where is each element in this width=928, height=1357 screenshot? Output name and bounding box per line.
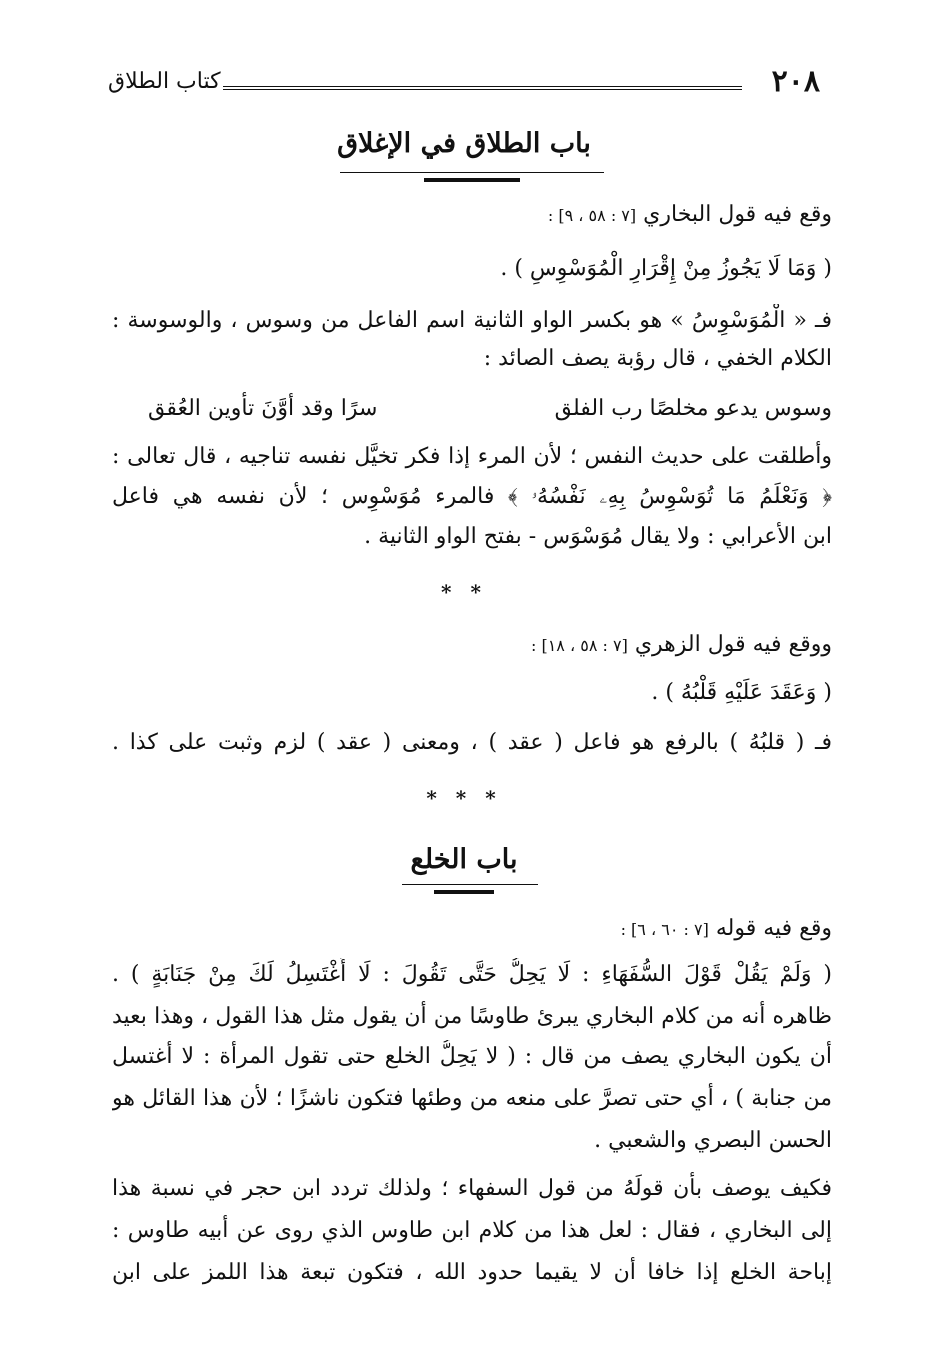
text-line: إباحة الخلع إذا خافا أن لا يقيما حدود الله ، فتكون تبعة هذا اللمز على ابن (112, 1260, 832, 1285)
text-line: وقع فيه قوله [٧ : ٦٠ ، ٦] : (620, 916, 832, 941)
quote-line: ( وَلَمْ يَقُلْ قَوْلَ السُّفَهَاءِ : لَا يَحِلُّ حَتَّى تَقُولَ : لَا أَغْتَسِلُ لَكَ مِنْ جَنَابَةٍ ) . (112, 962, 832, 987)
page-number: ٢٠٨ (771, 64, 820, 99)
quote-line: ( وَمَا لَا يَجُوزُ مِنْ إِقْرَارِ الْمُوَسْوِسِ ) . (500, 256, 832, 281)
text-line: وقع فيه قول البخاري [٧ : ٥٨ ، ٩] : (547, 202, 832, 227)
chapter-heading-2 (0, 840, 928, 880)
citation: [٧ : ٥٨ ، ١٨] : (530, 636, 628, 655)
heading-rule (340, 172, 604, 173)
chapter-title: باب الخلع (410, 844, 518, 875)
text-line: الحسن البصري والشعبي . (594, 1128, 832, 1153)
text-line: ابن الأعرابي : ولا يقال مُوَسْوَس - بفتح الواو الثانية . (364, 524, 832, 549)
separator-stars: * * * (426, 786, 502, 810)
text-line: ظاهره أنه من كلام البخاري يبرئ طاوسًا من أن يقول مثل هذا القول ، وهذا بعيد (112, 1004, 832, 1029)
heading-bar (434, 890, 494, 894)
chapter-title: باب الطلاق في الإغلاق (337, 128, 591, 159)
citation: [٧ : ٥٨ ، ٩] : (547, 206, 637, 225)
running-title: كتاب الطلاق (108, 69, 221, 94)
text-line: فـ « الْمُوَسْوِسُ » هو بكسر الواو الثانية اسم الفاعل من وسوس ، والوسوسة : (112, 308, 832, 333)
text-line: فكيف يوصف بأن قولَهُ من قول السفهاء ؛ ولذلك تردد ابن حجر في نسبة هذا (112, 1176, 832, 1201)
quote-line: ( وَعَقَدَ عَلَيْهِ قَلْبُهُ ) . (651, 680, 832, 705)
text-line: إلى البخاري ، فقال : لعل هذا من كلام ابن طاوس الذي روى عن أبيه طاوس : (112, 1218, 832, 1243)
text-line: ﴿ وَنَعْلَمُ مَا تُوَسْوِسُ بِهِۦ نَفْسُهُۥ ﴾ فالمرء مُوَسْوِس ؛ لأن نفسه هي فاعل (112, 484, 832, 509)
poem-hemistich-2: سرًا وقد أوَّنَ تأوين العُقق (148, 396, 378, 421)
header-rule (223, 86, 742, 90)
citation: [٧ : ٦٠ ، ٦] : (620, 920, 709, 939)
heading-rule (402, 884, 538, 885)
text-line: من جنابة ) ، أي حتى تصرَّ على منعه من وطئها فتكون ناشزًا ؛ لأن هذا القائل هو (112, 1086, 832, 1111)
heading-bar (424, 178, 520, 182)
page-header (108, 62, 820, 102)
text-line: الكلام الخفي ، قال رؤبة يصف الصائد : (483, 346, 832, 371)
separator-stars: * * (441, 580, 487, 604)
poem-hemistich-1: وسوس يدعو مخلصًا رب الفلق (554, 396, 832, 421)
chapter-heading-1 (0, 124, 928, 164)
text-line: ووقع فيه قول الزهري [٧ : ٥٨ ، ١٨] : (530, 632, 832, 657)
text-line: وأطلقت على حديث النفس ؛ لأن المرء إذا فكر تخيَّل نفسه تناجيه ، قال تعالى : (112, 444, 832, 469)
text-line: أن يكون البخاري يصف من قال : ( لا يَحِلُّ الخلع حتى تقول المرأة : لا أغتسل (112, 1044, 832, 1069)
text-line: فـ ( قلبُهُ ) بالرفع هو فاعل ( عقد ) ، ومعنى ( عقد ) لزم وثبت على كذا . (112, 730, 832, 755)
